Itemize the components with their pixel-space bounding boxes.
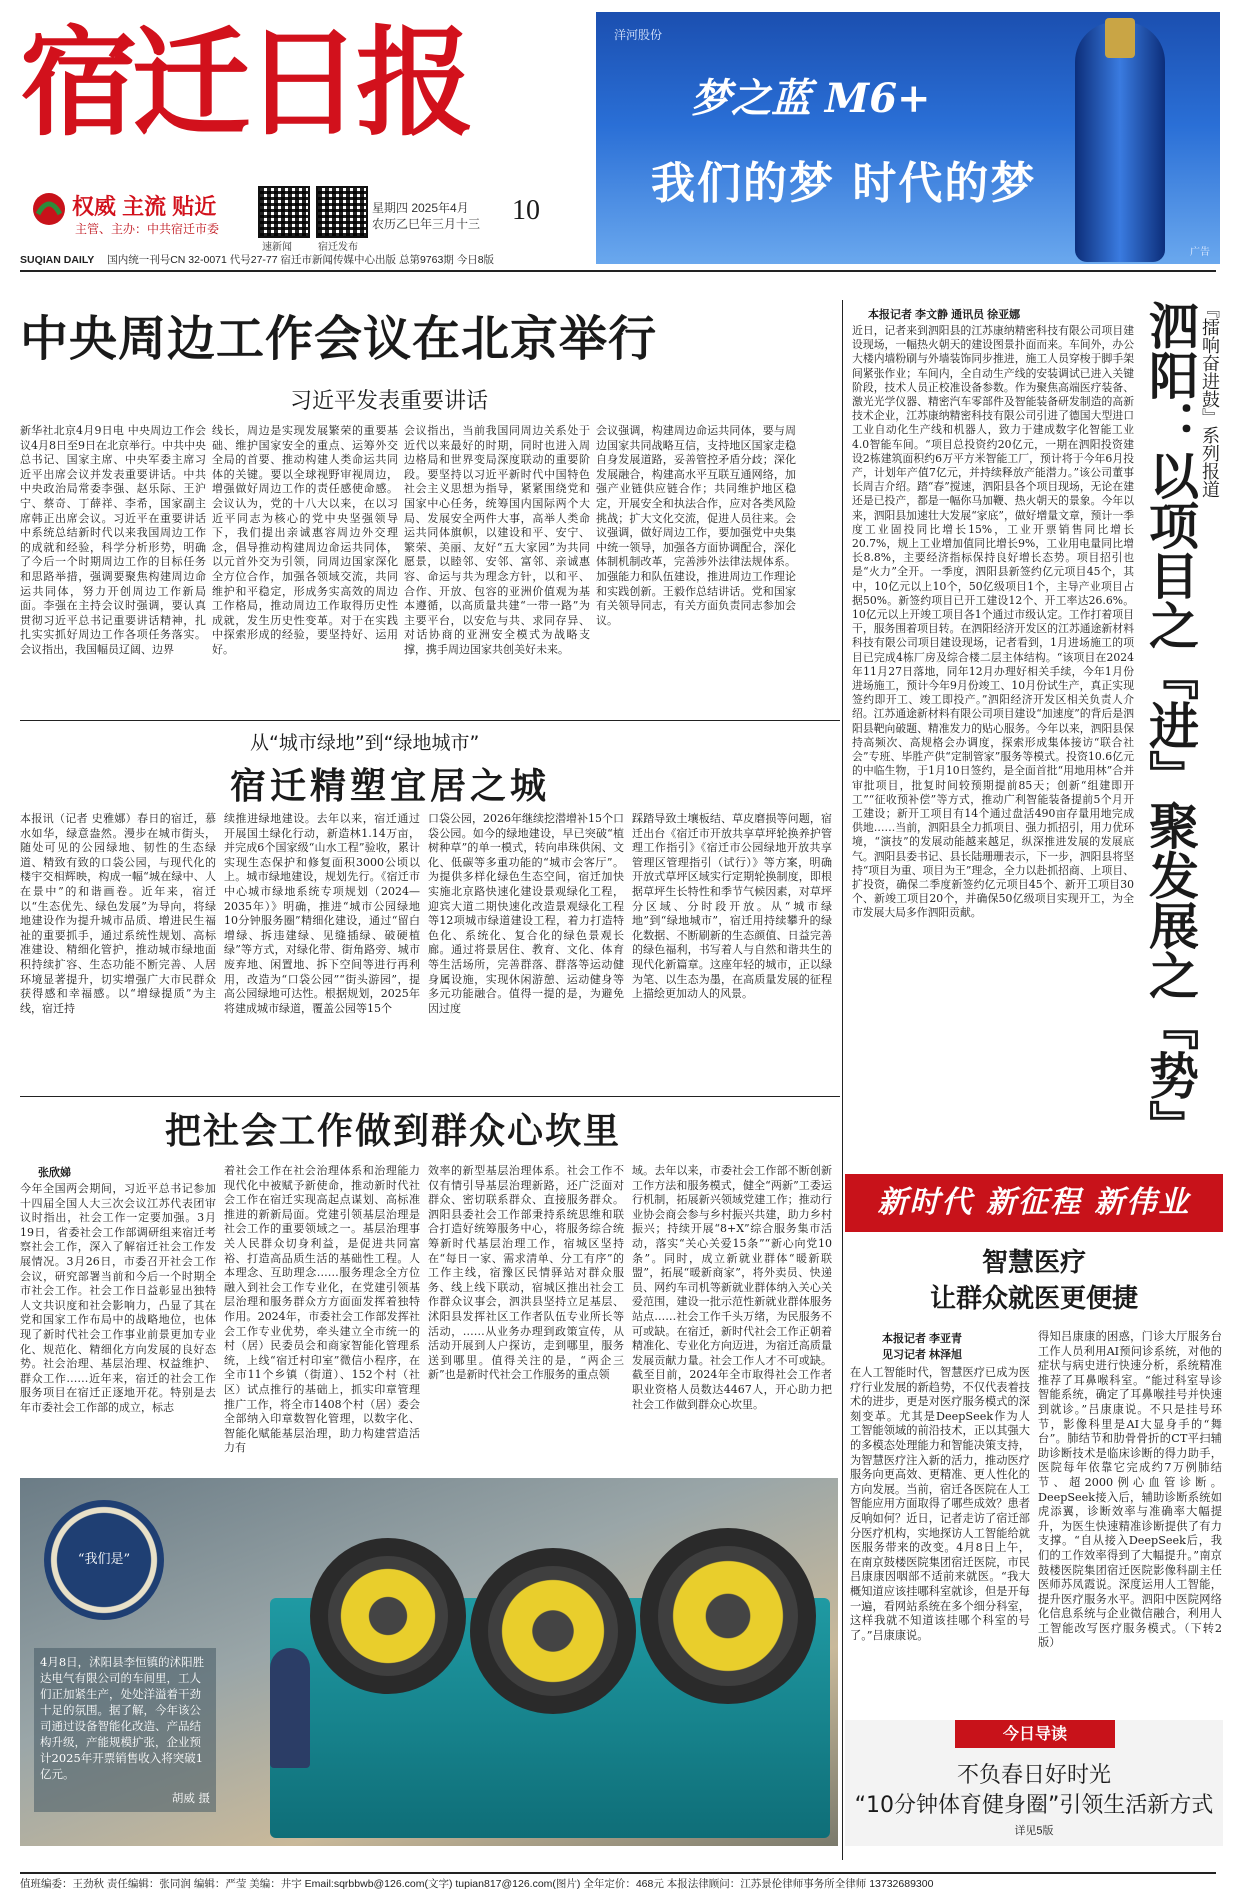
sponsor: 主管、主办：中共宿迁市委 (75, 222, 220, 236)
third-headline: 把社会工作做到群众心坎里 (165, 1110, 622, 1152)
health-headline (845, 1245, 1223, 1317)
today-line-3: 详见5版 (1014, 1825, 1054, 1837)
feature-col-1: 本报讯（记者 史雅娜）春日的宿迁，慕水如华，绿意盎然。漫步在城市街头，随处可见的公园绿地、韧性的生态绿道、精致有致的口袋公园，与现代化的楼宇交相辉映，构成一幅“城在绿中、人在景中”的和谐画卷。近年来，宿迁以“生态优先、绿色发展”为导向，将绿地建设作为提升城市品质、增进民生福祉的重要抓手，通过系统性规划、高标准建设、精细化管护，推动城市绿地面积持续扩容、生态功能不断完善、人居环境显著提升，切实增强广大市民群众获得感和幸福感。以“增绿提质”为主线，宿迁持 (20, 812, 216, 1015)
qr-code-2[interactable] (316, 186, 368, 238)
health-headline-1: 智慧医疗 (981, 1248, 1086, 1278)
column-badge (44, 1500, 164, 1620)
lead-headline: 中央周边工作会议在北京举行 (20, 311, 658, 367)
lead-subhead: 习近平发表重要讲话 (290, 389, 489, 414)
caption-text: 4月8日，沭阳县李恒镇的沭阳胜达电气有限公司的车间里，工人们正加紧生产，处处洋溢着干劲十足的氛围。据了解，今年该公司通过设备智能化改造、产品结构升级，产能规模扩张，企业预计2025年开票销售收入将突破1亿元。 (40, 1655, 205, 1781)
right-headline: 泗阳：以项目之『进』聚发展之『势』 (1141, 300, 1200, 1150)
ad-note: 广告 (1190, 247, 1210, 258)
masthead (20, 8, 590, 168)
lead-col-1: 新华社北京4月9日电 中央周边工作会议4月8日至9日在北京举行。中共中央总书记、国家主席、中央军委主席习近平出席会议并发表重要讲话。中共中央政治局常委李强、赵乐际、王沪宁、蔡奇、丁薛祥、李希，国家副主席韩正出席会议。习近平在重要讲话中系统总结新时代以来我国周边工作的成就和经验，科学分析形势，明确了今后一个时期周边工作的目标任务和思路举措，强调要聚焦构建周边命运共同体，努力开创周边工作新局面。李强在主持会议时强调，要认真贯彻习近平总书记重要讲话精神，扎扎实实抓好周边工作各项任务落实。会议指出，我国幅员辽阔、边界 (20, 424, 206, 656)
today-guide[interactable] (845, 1720, 1223, 1846)
today-line-2: “10分钟体育健身圈”引领生活新方式 (854, 1793, 1214, 1818)
slogan: 权威 主流 贴近 (72, 194, 217, 219)
feature-headline: 宿迁精塑宜居之城 (230, 765, 551, 807)
banner: 新时代 新征程 新伟业 (845, 1174, 1223, 1232)
divider (20, 720, 840, 721)
flywheel (310, 1538, 466, 1694)
third-col-1: 今年全国两会期间，习近平总书记参加十四届全国人大三次会议江苏代表团审议时指出，社会工作一定要加强。3月19日，省委社会工作部调研组来宿迁考察社会工作，深入了解宿迁社会工作发展情况。3月26日，市委召开社会工作会议，研究部署当前和今后一个时期全市社会工作。社会工作日益彰显出独特人文共识度和社会影响力，凸显了其在党和国家工作布局中的战略地位，也体现了新时代社会工作事业前景更加专业化、规范化、精细化方向发展的良好态势。社会治理、基层治理、权益维护、群众工作……近年来，宿迁的社会工作服务项目在宿迁正逐地开花。特别是去年市委社会工作部的成立，标志 (20, 1182, 216, 1414)
qr-label-1: 速新闻 (262, 242, 292, 253)
qr-code-1[interactable] (258, 186, 310, 238)
divider (20, 1096, 840, 1097)
date-line-1: 星期四 2025年4月 (372, 201, 469, 215)
info-text: 国内统一刊号CN 32-0071 代号27-77 宿迁市新闻传媒中心出版 总第9763期 今日8版 (107, 254, 495, 266)
right-body: 近日，记者来到泗阳县的江苏康纳精密科技有限公司项目建设现场，一幅热火朝天的建设图景扑面而来。车间外，办公大楼内墙粉刷与外墙装饰同步推进，施工人员穿梭于脚手架间紧张作业；车间内，全自动生产线的安装调试已进入关键阶段，技术人员正校准设备参数。作为聚焦高端医疗装备、激光光学仪器、精密汽车零部件及智能装备研发制造的高新技术企业，江苏康纳精密科技有限公司引进了德国大型进口工业自动化生产线和机器人，致力于建成数字化智能工业4.0智能车间。“项目总投资约20亿元，一期在泗阳投资建设2栋建筑面积约6万平方米智能工厂，预计将于今年6月投产，计划年产值7亿元，并持续释放产能潜力。”该公司董事长周吉介绍。踏“春”搅速，泗阳县各个项目现场，无论在建还是已投产，都是一幅你马加鞭、热火朝天的景象。今年以来，泗阳县加速壮大发展“家底”，做好增量文章，预计一季度工业固投同比增长15%，工业开票销售同比增长20.7%，规上工业增加值同比增长9%，工业用电量同比增长8.8%，主要经济指标保持良好增长态势。项目招引也是“火力”全开。一季度，泗阳县新签约亿元项目45个，其中，10亿元以上10个，50亿级项目1个，主导产业项目占据50%。新签约项目已开工建设12个、开工率达26.6%。10亿元以上开竣工项目各1个通过市级认定。工作打着项目干，服务围着项目转。在泗阳经济开发区的江苏通途新材料科技有限公司项目建设现场，记者看到，1月进场施工的项目已完成4栋厂房及综合楼二层主体结构。“该项目在2024年11月27日落地，同年12月办理好相关手续，今年1月份进场施工，预计今年9月份竣工、10月份试生产，真正实现签约即开工、竣工即投产。”泗阳经济开发区相关负责人介绍。江苏通途新材料有限公司项目建设“加速度”的背后是泗阳县靶向破题、精准发力的贴心服务。今年以来，泗阳县保持高频次、高规格会办调度，探索形成集体接访“联合社会”专班、毕胜产供“定制管家”服务等模式。投资10.6亿元的中临生物，于1月10日签约，是全面首批“用地用林”合并审批项目，批复时间较预期提前85天；创新“组建即开工”“征收预补偿”等方式，推动广利智能装备提前5个月开工建设；新开工项目有14个通过盘活490亩存量用地完成供地……当前，泗阳县全力抓项目、强力抓招引，用力优环境，“演技”的发展动能越来越足，纵深推进发展的发展底气。泗阳县委书记、县长陆珊珊表示，下一步，泗阳县将坚持“项目为重、项目为王”理念，全力以赴抓招商、上项目、扩投资，确保二季度新签约亿元项目45个、新开工项目30个、新竣工项目20个，并确保50亿级项目实现开工，为全市发展大局多作泗阳贡献。 (852, 324, 1134, 920)
third-byline: 张欣娣 (38, 1167, 71, 1179)
third-col-2: 着社会工作在社会治理体系和治理能力现代化中被赋予新使命，推动新时代社会工作在宿迁实现高起点谋划、高标准推进的新新局面。党建引领基层治理是社会工作的重要领域之一。基层治理事关人民群众切身利益，是促进共同富裕、打造高品质生活的基础性工程。人本理念、互助理念……服务理念全方位融入到社会工作专业化，在党建引领基层治理和服务群众方方面面发挥着独特作用。2024年，市委社会工作部发挥社会工作专业优势，牵头建立全市统一的村（居）民委员会和商家智能化管理系统，上线“宿迁村印室”微信小程序，在全市11个乡镇（街道）、152个村（社区）试点推行的基础上，抓实印章管理推广工作，将全市1408个村（居）委会全部纳入印章数智化管理，以数字化、智能化赋能基层治理，助力构建营造活力有 (224, 1164, 420, 1455)
health-byline-2: 见习记者 林泽旭 (882, 1349, 963, 1361)
third-col-3: 效率的新型基层治理体系。社会工作不仅有情引导基层治理新路，还广泛面对群众、密切联系群众、直接服务群众。泗阳县委社会工作部秉持系统思维和联合打造好统筹服务中心，将服务综合统筹新时代基层治理工作，宿城区坚持在“每日一家、需求清单、分工有序”的工作主线，宿豫区民情驿站对群众服务、线上线下联动，宿城区推出社会工作群众议事会，泗洪县坚持立足基层、沭阳县发挥社区工作者队伍专业所长等活动，……从业务办理到政策宣传，从活动开展到人户探访，走到哪里，服务送到哪里。值得关注的是，“两企三新”也是新时代社会工作服务的重点领 (428, 1164, 624, 1382)
health-col-1: 在人工智能时代，智慧医疗已成为医疗行业发展的新趋势，不仅代表着技术的进步，更是对医疗服务模式的深刻变革。尤其是DeepSeek作为人工智能领域的前沿技术，正以其强大的多模态处理能力和智能决策支持，为智慧医疗注入新的活力，推动医疗服务向更高效、更精准、更人性化的方向发展。当前，宿迁各医院在人工智能应用方面取得了哪些成效？患者反响如何？近日，记者走访了宿迁部分医疗机构，实地探访人工智能给就医服务带来的改变。4月8日上午，在南京鼓楼医院集团宿迁医院，市民吕康康因咽部不适前来就医。“我大概知道应该挂哪科室就诊，但是开每一遍，看网站系统在多个细分科室，这样我就不知道该挂哪个科室的号了。”吕康康说。 (850, 1366, 1030, 1642)
footer: 值班编委：王劲秋 责任编辑：张同润 编辑：严莹 美编：井宇 Email:sqrbbwb@126.com(文字) tupian817@126.com(图片) 全年定价：468元 本报法律顾问：江苏景伦律师事务所全律师 13732689300 (20, 1872, 1216, 1894)
column-divider (842, 300, 843, 1860)
flywheel (640, 1528, 816, 1704)
today-tag: 今日导读 (955, 1720, 1115, 1748)
worker (270, 1648, 310, 1768)
flywheel (470, 1548, 636, 1714)
newspaper-logo: 宿迁日报 (20, 13, 469, 152)
bottle-image (1075, 22, 1165, 262)
ad-slogan: 我们的梦 时代的梦 (651, 158, 1037, 209)
photo-credit: 胡威 摄 (171, 1791, 210, 1805)
emblem-icon (30, 190, 68, 228)
feature-col-2: 续推进绿地建设。去年以来，宿迁通过开展国土绿化行动，新造林1.14万亩，并完成6个国家级“山水工程”验收，累计实现生态保护和修复面积3000公顷以上。城市绿地建设，规划先行。《宿迁市中心城市绿地系统专项规划（2024—2035年）》明确，推进“城市公园绿地10分钟服务圈”精细化建设，通过“留白增绿、拆违建绿、见缝插绿、破硬植绿”等方式，对绿化带、街角路旁、城市废弃地、闲置地、拆下空间等进行再利用，改造为“口袋公园”“街头游园”，提高公园绿地可达性。根据规划，2025年将建成城市绿道，覆盖公园等15个 (224, 812, 420, 1015)
health-byline-1: 本报记者 李亚青 (882, 1333, 963, 1345)
lead-col-3: 会议指出，当前我国同周边关系处于近代以来最好的时期，同时也进入周边格局和世界变局深度联动的重要阶段。要坚持以习近平新时代中国特色社会主义思想为指导，紧紧围绕党和国家中心任务，统筹国内国际两个大局、发展安全两件大事，高举人类命运共同体旗帜，以建设和平、安宁、繁荣、美丽、友好“五大家园”为共同愿景，以睦邻、安邻、富邻、亲诚惠容、命运与共为理念方针，以和平、合作、开放、包容的亚洲价值观为基本遵循，以高质量共建“一带一路”为主要平台，以安危与共、求同存异、对话协商的亚洲安全模式为战略支撑，携手周边国家共创美好未来。 (404, 424, 590, 656)
series-label: 『擂响奋进鼓』系列报道 (1199, 300, 1220, 498)
lead-col-4: 会议强调，构建周边命运共同体，要与周边国家共同战略互信，支持地区国家走稳自身发展道路，妥善管控矛盾分歧；深化发展融合，构建高水平互联互通网络，加强产业链供应链合作；共同维护地区稳定，开展安全和执法合作，应对各类风险挑战；扩大文化交流，促进人员往来。会议强调，做好周边工作，要加强党中央集中统一领导，加强各方面协调配合，深化体制机制改革，完善涉外法律法规体系。加强能力和队伍建设，推进周边工作理论和实践创新。王毅作总结讲话。党和国家有关领导同志，有关方面负责同志参加会议。 (596, 424, 796, 627)
date-line-2: 农历乙巳年三月十三 (372, 217, 481, 231)
feature-kicker: 从“城市绿地”到“绿地城市” (250, 732, 480, 754)
ad-brand: 梦之蓝 M6+ (691, 75, 931, 122)
health-headline-2: 让群众就医更便捷 (929, 1284, 1138, 1314)
feature-col-3: 口袋公园，2026年继续挖潜增补15个口袋公园。如今的绿地建设，早已突破“植树种草”的单一模式，转向串珠供闲、文化、低碳等多重功能的“城市会客厅”。为提供多样化绿色生态空间，宿迁加快实施北京路快速化建设景观绿化工程，迎宾大道二期快速化改造景观绿化工程等12项城市绿道建设工程，着力打造特色化、系统化、复合化的绿色景观长廊。通过将景居住、教育、文化、体育等生活场所，完善群落、群落等运动健身属设施，实现休闲游憩、运动健身等多元功能融合。值得一提的是，为避免因过度 (428, 812, 624, 1015)
today-line-1: 不负春日好时光 (956, 1763, 1111, 1788)
advertisement[interactable] (596, 12, 1220, 264)
date-line (372, 200, 480, 232)
lead-col-2: 线长，周边是实现发展繁荣的重要基础、维护国家安全的重点、运筹外交全局的首要、推动构建人类命运共同体的关键。要以全球视野审视周边，增强做好周边工作的责任感使命感。会议认为，党的十八大以来，在以习近平同志为核心的党中央坚强领导下，我们提出亲诚惠容周边外交理念，倡导推动构建周边命运共同体，以元首外交为引领，同周边国家深化全方位合作，加强各领域交流，共同维护和平稳定，形成务实高效的周边工作格局，推动周边工作取得历史性成就，发生历史性变革。对于在实践中探索形成的经验，要坚持好、运用好。 (212, 424, 398, 656)
third-col-4: 域。去年以来，市委社会工作部不断创新工作方法和服务模式，健全“两新”工委运行机制，拓展新兴领域党建工作；推动行业协会商会参与乡村振兴共建，助力乡村振兴；持续开展“8+X”综合服务集市活动，落实“关心关爱15条”“新心向党10条”。同时，成立新就业群体“暖新联盟”，拓展“暖新商家”，将外卖员、快递员、网约车司机等新就业群体纳入关心关爱范围，建设一批示范性新就业群体服务站点……社会工作千头万绪，为民服务不可或缺。在宿迁，新时代社会工作正朝着精准化、专业化方向迈进，为宿迁高质量发展贡献力量。社会工作人才不可或缺。截至目前，2024年全市取得社会工作者职业资格人员数达4467人，开心助力把社会工作做到群众心坎里。 (632, 1164, 832, 1411)
photo-caption (34, 1648, 216, 1812)
feature-col-4: 踩踏导致土壤板结、草皮磨损等问题，宿迁出台《宿迁市开放共享草坪轮换养护管理工作指引》《宿迁市公园绿地开放共享管理区管理指引（试行）》等方案，明确开放式草坪区域实行定期轮换制度，即根据草坪生长特性和季节气候因素，对草坪分区域、分时段开放。从“城市绿地”到“绿地城市”，宿迁用持续攀升的绿化数据、不断刷新的生态颜值、日益完善的绿色福利，书写着人与自然和谐共生的现代化新篇章。这座年轻的城市，正以绿为笔、以生态为墨，在高质量发展的征程上描绘更加动人的风景。 (632, 812, 832, 1001)
day-number: 10 (512, 195, 540, 226)
badge-text: “我们是” (77, 1552, 131, 1567)
right-byline: 本报记者 李文静 通讯员 徐亚娜 (868, 309, 1021, 321)
qr-label-2: 宿迁发布 (318, 242, 358, 253)
health-col-2: 得知吕康康的困惑，门诊大厅服务台工作人员利用AI预问诊系统，对他的症状与病史进行快速分析，系统精准推荐了耳鼻喉科室。“能过科室导诊智能系统，确定了耳鼻喉挂号并快速到就诊。”吕康康说。不只是挂号环节，影像科里是AI大显身手的“舞台”。肺结节和肋骨骨折的CT平扫辅助诊断技术是临床诊断的得力助手，医院每年依靠它完成约7万例肺结节、超2000例心血管诊断。DeepSeek接入后，辅助诊断系统如虎添翼，诊断效率与准确率大幅提升，为医生快速精准诊断提供了有力支撑。“自从接入DeepSeek后，我们的工作效率得到了大幅提升。”南京鼓楼医院集团宿迁医院影像科副主任医师苏凤霞说。深度运用人工智能，提升医疗服务水平。泗阳中医院网络化信息系统与企业微信融合，利用人工智能改写医疗服务模式。（下转2版） (1038, 1330, 1222, 1650)
english-name: SUQIAN DAILY (20, 254, 95, 266)
ad-corner: 洋河股份 (614, 28, 663, 42)
